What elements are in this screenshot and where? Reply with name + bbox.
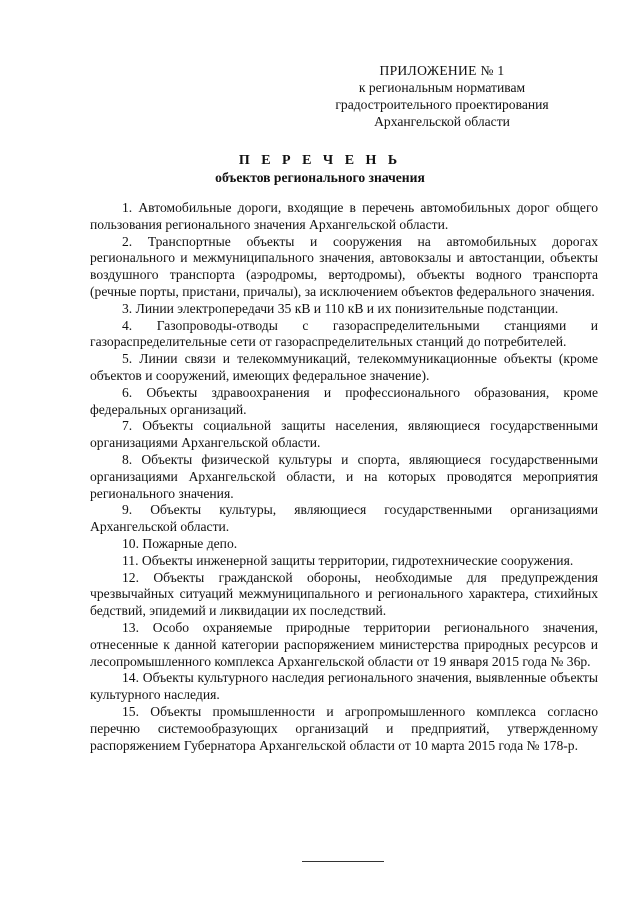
list-item: 10. Пожарные депо. (122, 535, 238, 551)
list-item: 15. Объекты промышленности и агропромышленного комплекса согласно перечню системообразующих организаций и предприятий, утвержденному распоряжением Губернатора Архангельской области от 10 марта 2015 года № 178-р. (90, 703, 598, 753)
list-item: 14. Объекты культурного наследия регионального значения, выявленные объекты культурного наследия. (90, 670, 598, 703)
list-item: 4. Газопроводы-отводы с газораспределительными станциями и газораспределительные сети от газораспределительных станций до потребителей. (90, 317, 598, 350)
list-item: 3. Линии электропередачи 35 кВ и 110 кВ и их понизительные подстанции. (122, 300, 559, 316)
list-item: 8. Объекты физической культуры и спорта, являющиеся государственными организациями Архангельской области, и на которых проводятся мероприятия регионального значения. (90, 451, 598, 501)
list-item: 13. Особо охраняемые природные территории регионального значения, отнесенные к данной категории распоряжением министерства природных ресурсов и лесопромышленного комплекса Архангельской области от 19 января 2015 года № 36р. (90, 619, 598, 669)
heading-title: П Е Р Е Ч Е Н Ь (238, 153, 402, 168)
list-item: 5. Линии связи и телекоммуникаций, телекоммуникационные объекты (кроме объектов и сооружений, имеющих федеральное значение). (90, 351, 598, 383)
list-item: 1. Автомобильные дороги, входящие в перечень автомобильных дорог общего пользования регионального значения Архангельской области. (90, 200, 598, 232)
list-item: 12. Объекты гражданской обороны, необходимые для предупреждения чрезвычайных ситуаций межмуниципального и регионального характера, стихийных бедствий, эпидемий и ликвидации их последствий. (90, 569, 598, 619)
appendix-line: Архангельской области (374, 114, 510, 129)
appendix-title: ПРИЛОЖЕНИЕ № 1 (379, 63, 505, 78)
list-item: 2. Транспортные объекты и сооружения на автомобильных дорогах регионального и межмуниципального значения, автовокзалы и автостанции, объекты воздушного транспорта (аэродромы, вертодромы), объекты водного транспорта (речные порты, пристани, причалы), за исключением объектов федерального значения. (90, 233, 598, 299)
appendix-line: градостроительного проектирования (335, 97, 549, 112)
appendix-line: к региональным нормативам (358, 80, 526, 95)
footer-divider (302, 861, 384, 862)
list-item: 11. Объекты инженерной защиты территории, гидротехнические сооружения. (122, 552, 574, 568)
appendix-header (292, 62, 592, 130)
list-item: 6. Объекты здравоохранения и профессионального образования, кроме федеральных организаций. (90, 384, 598, 417)
list-item: 7. Объекты социальной защиты населения, являющиеся государственными организациями Архангельской области. (90, 418, 598, 451)
list-item: 9. Объекты культуры, являющиеся государственными организациями Архангельской области. (90, 502, 598, 535)
document-heading (0, 152, 640, 186)
heading-subtitle: объектов регионального значения (215, 170, 425, 185)
objects-list (90, 200, 598, 754)
